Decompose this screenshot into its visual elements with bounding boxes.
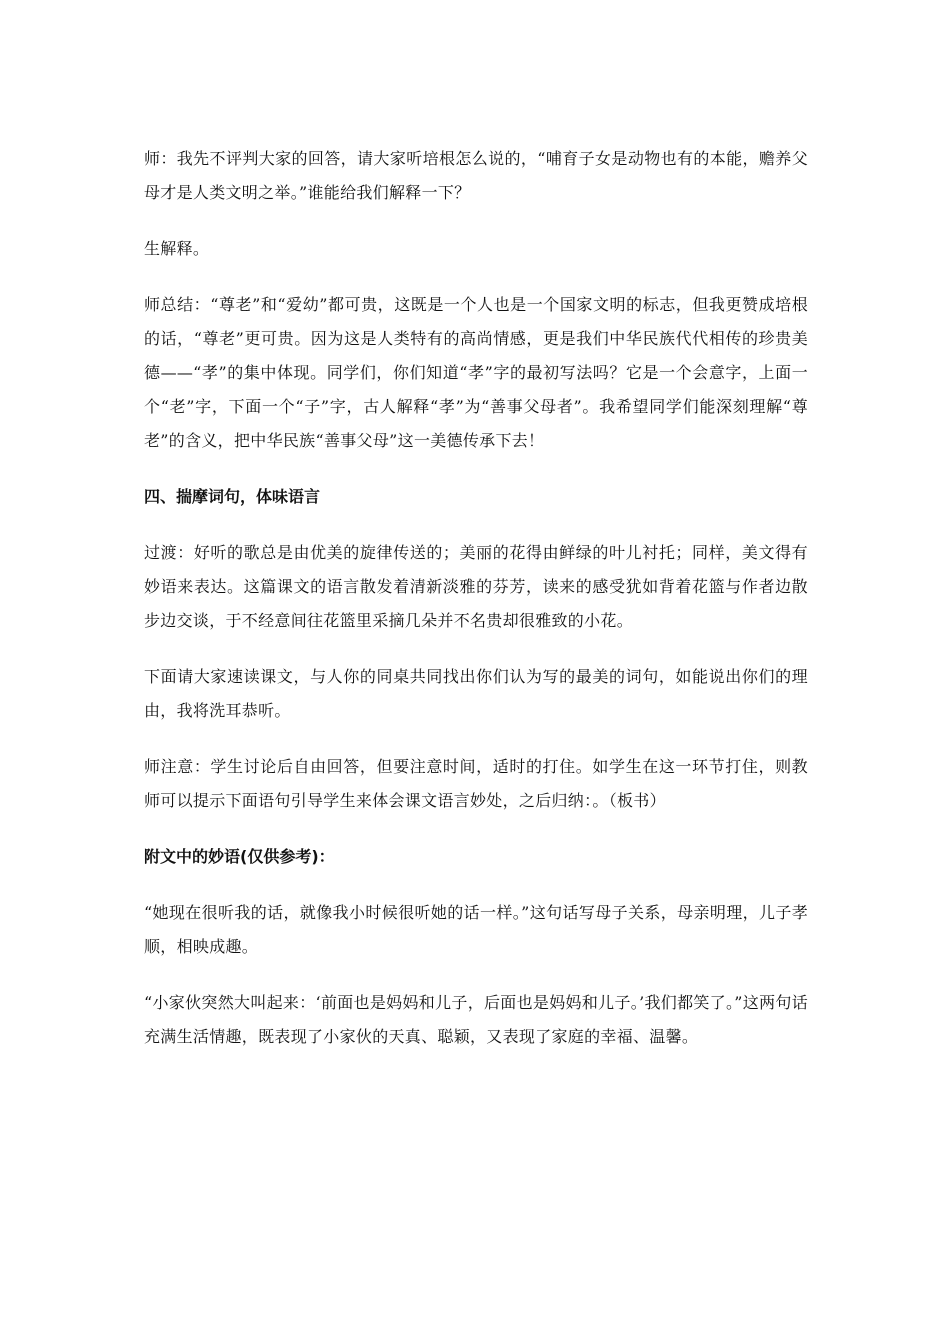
paragraph-teacher-question: 师：我先不评判大家的回答，请大家听培根怎么说的，“哺育子女是动物也有的本能，赡养父母才是人类文明之举。”谁能给我们解释一下？ — [144, 149, 808, 202]
paragraph-teacher-summary: 师总结：“尊老”和“爱幼”都可贵，这既是一个人也是一个国家文明的标志，但我更赞成培根的话，“尊老”更可贵。因为这是人类特有的高尚情感，更是我们中华民族代代相传的珍贵美德——“孝”的集中体现。同学们，你们知道“孝”字的最初写法吗？它是一个会意字，上面一个“老”字，下面一个“子”字，古人解释“孝”为“善事父母者”。我希望同学们能深刻理解“尊老”的含义，把中华民族“善事父母”这一美德传承下去！ — [144, 295, 808, 450]
paragraph-quote-1: “她现在很听我的话，就像我小时候很听她的话一样。”这句话写母子关系，母亲明理，儿子孝顺，相映成趣。 — [144, 903, 808, 956]
paragraph-transition: 过渡：好听的歌总是由优美的旋律传送的；美丽的花得由鲜绿的叶儿衬托；同样，美文得有妙语来表达。这篇课文的语言散发着清新淡雅的芬芳，读来的感受犹如背着花篮与作者边散步边交谈，于不经意间往花篮里采摘几朵并不名贵却很雅致的小花。 — [144, 543, 808, 630]
paragraph-quote-2: “小家伙突然大叫起来：‘前面也是妈妈和儿子，后面也是妈妈和儿子。’我们都笑了。”这两句话充满生活情趣，既表现了小家伙的天真、聪颖，又表现了家庭的幸福、温馨。 — [144, 993, 808, 1046]
document-page — [144, 142, 808, 1076]
section-heading: 四、揣摩词句，体味语言 — [144, 487, 321, 506]
paragraph-instruction: 下面请大家速读课文，与人你的同桌共同找出你们认为写的最美的词句，如能说出你们的理由，我将洗耳恭听。 — [144, 667, 808, 720]
paragraph-teacher-note: 师注意：学生讨论后自由回答，但要注意时间，适时的打住。如学生在这一环节打住，则教师可以提示下面语句引导学生来体会课文语言妙处，之后归纳：。（板书） — [144, 757, 808, 810]
paragraph-student-explain: 生解释。 — [144, 239, 210, 258]
subheading-appendix: 附文中的妙语(仅供参考)： — [144, 847, 335, 866]
